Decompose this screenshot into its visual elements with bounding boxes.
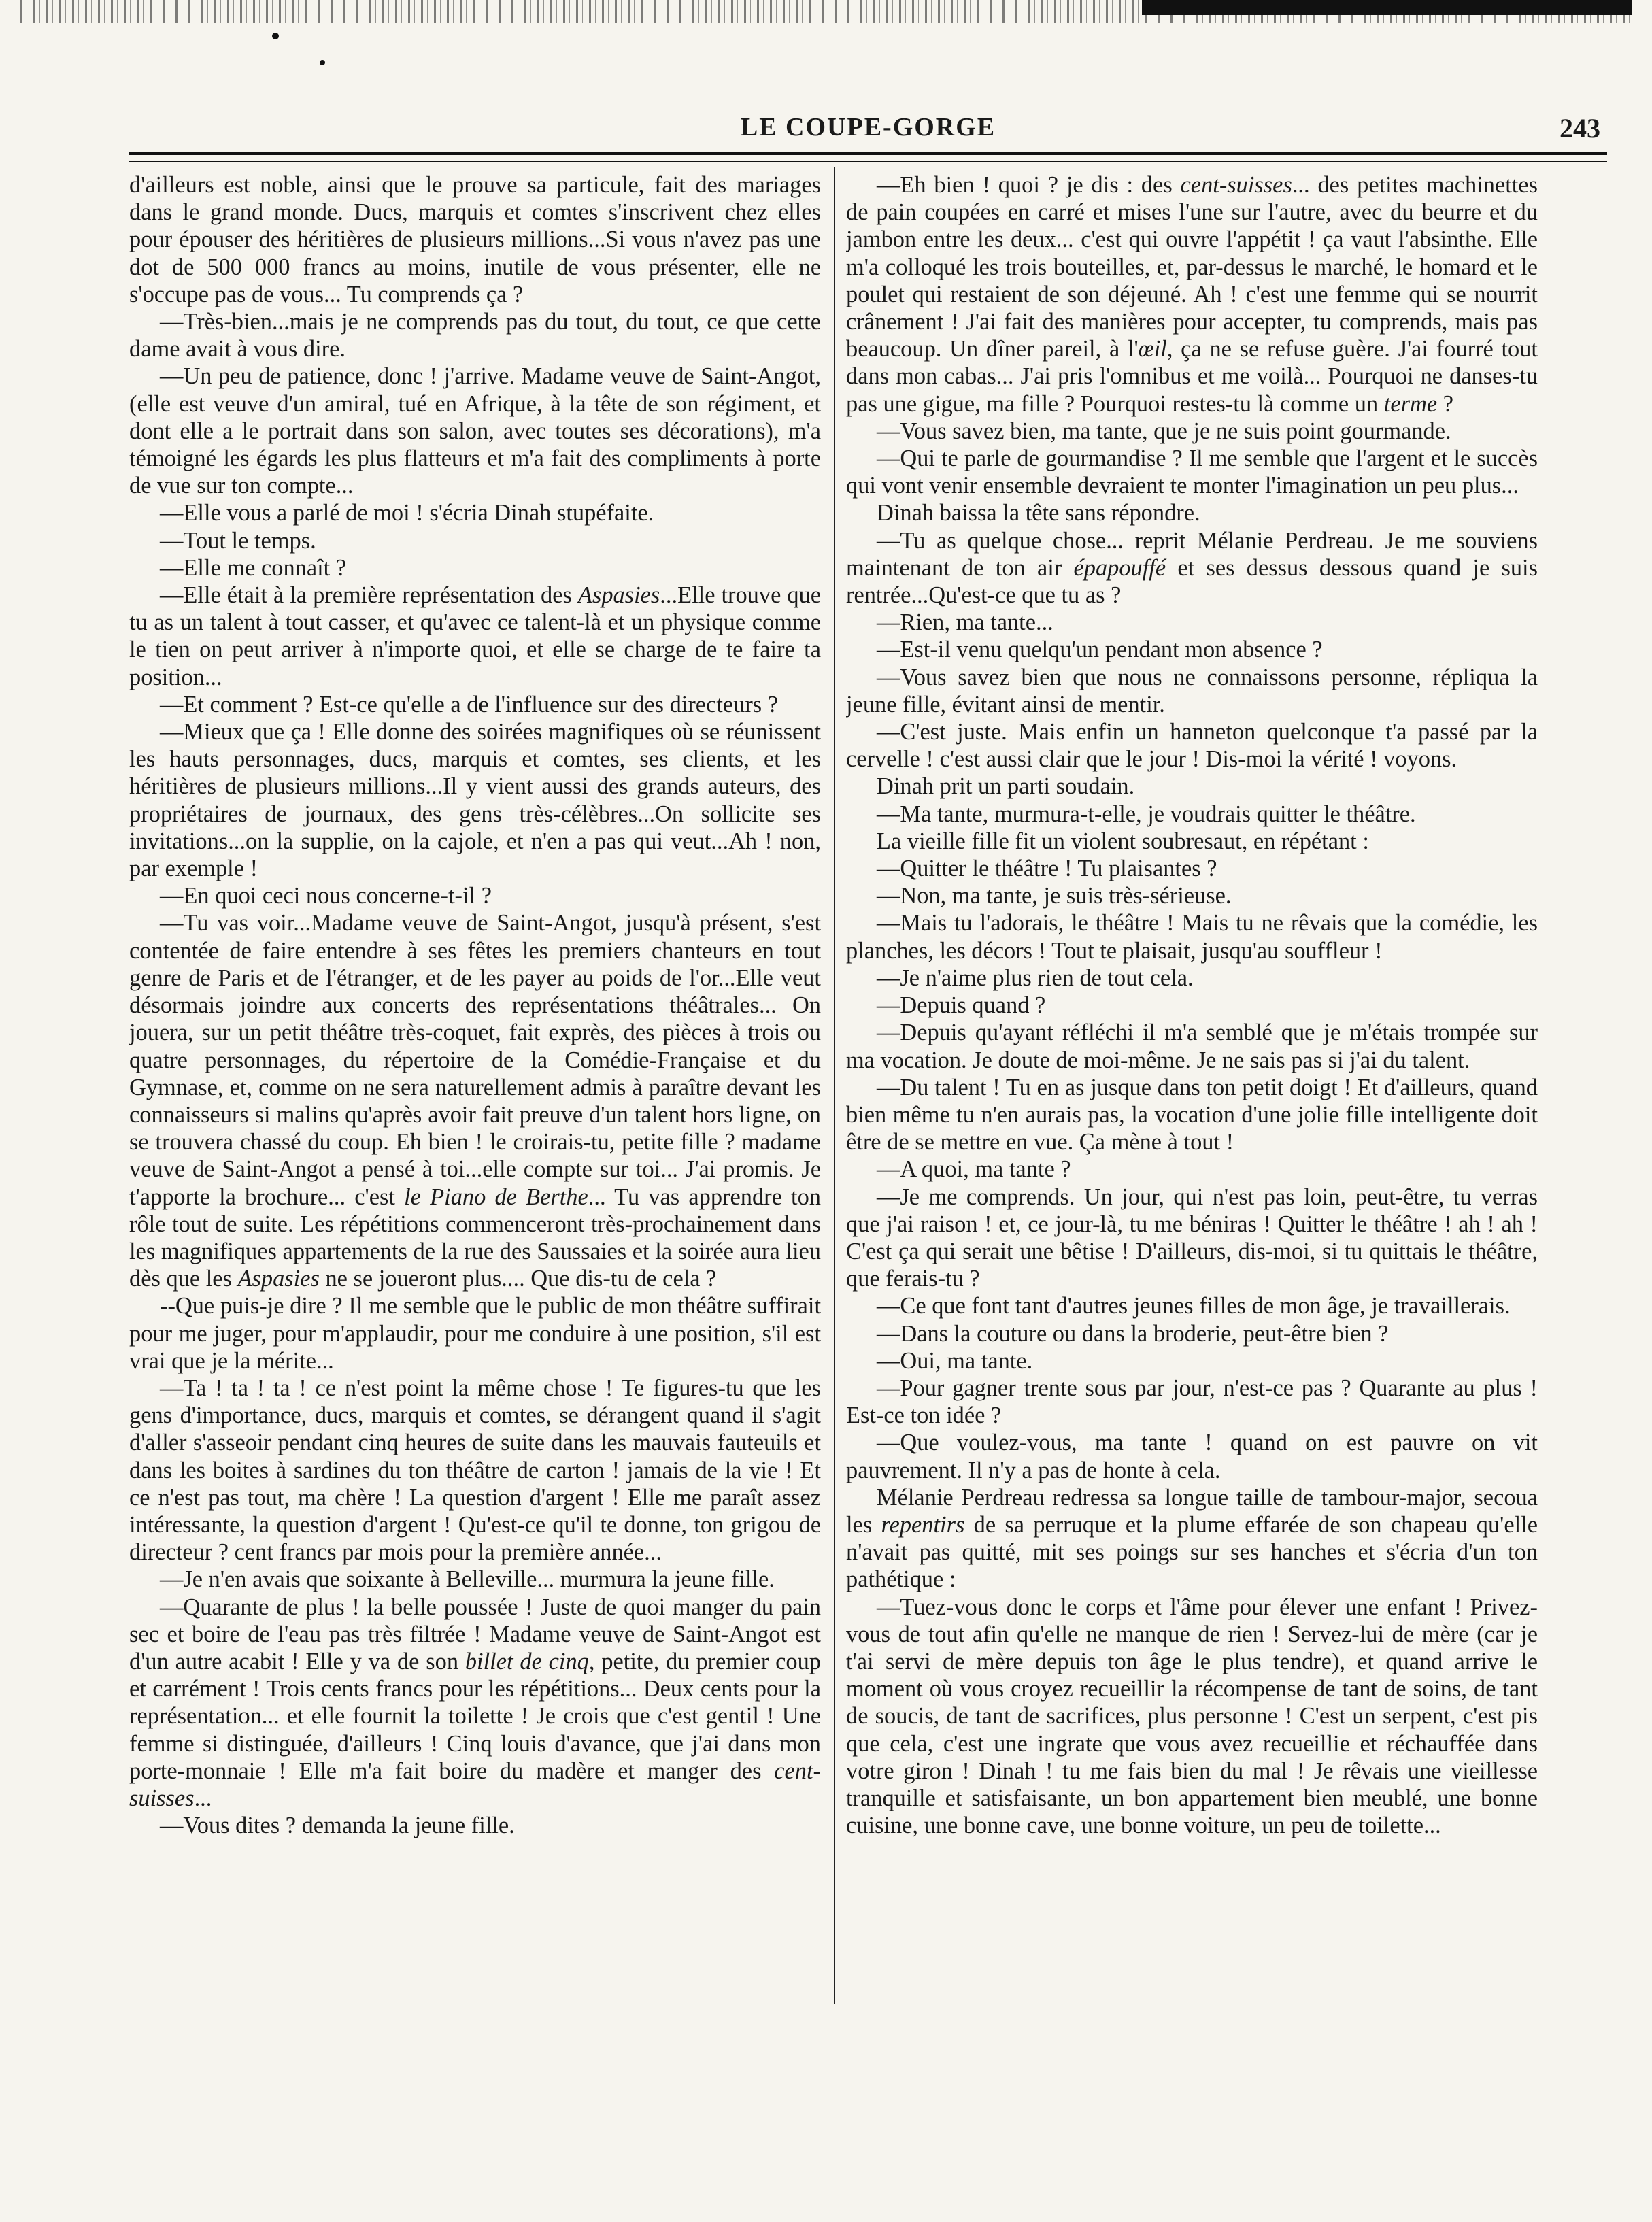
paragraph: —Depuis qu'ayant réfléchi il m'a semblé que je m'étais trompée sur ma vocation. Je doute de moi-même. Je ne sais pas si j'ai du talent.: [846, 1020, 1538, 1073]
paragraph: —A quoi, ma tante ?: [877, 1156, 1071, 1183]
paragraph: —Elle était à la première représentation des Aspasies...Elle trouve que tu as un talent à tout casser, et qu'avec ce talent-là et un physique comme le tien on peut arriver à n'importe quoi, et elle se charge de te faire ta position...: [129, 582, 821, 690]
paragraph: Dinah baissa la tête sans répondre.: [877, 500, 1200, 526]
paragraph: —Vous dites ? demanda la jeune fille.: [160, 1813, 515, 1839]
paragraph: —Qui te parle de gourmandise ? Il me semble que l'argent et le succès qui vont venir ensemble devraient te monter l'imagination un peu plus...: [846, 445, 1538, 499]
paragraph: —Vous savez bien, ma tante, que je ne suis point gourmande.: [877, 418, 1451, 444]
paragraph: —Tu vas voir...Madame veuve de Saint-Angot, jusqu'à présent, s'est contentée de faire entendre à ses fêtes les premiers chanteurs en tout genre de Paris et de l'étranger, et de les payer au poids de l'or...Elle veut désormais joindre aux concerts des représentations théâtrales... On jouera, sur un petit théâtre très-coquet, fait exprès, des pièces à trois ou quatre personnages, du répertoire de la Comédie-Française et du Gymnase, et, comme on ne sera naturellement admis à paraître devant les connaisseurs si malins qu'après avoir fait preuve d'un talent hors ligne, on se trouvera chassé du coup. Eh bien ! le croirais-tu, petite fille ? madame veuve de Saint-Angot a pensé à toi...elle compte sur toi... J'ai promis. Je t'apporte la brochure... c'est le Piano de Berthe... Tu vas apprendre ton rôle tout de suite. Les répétitions commenceront très-prochainement dans les magnifiques appartements de la rue des Saussaies et la soirée aura lieu dès que les Aspasies ne se joueront plus.... Que dis-tu de cela ?: [129, 910, 821, 1292]
paragraph: —Très-bien...mais je ne comprends pas du tout, du tout, ce que cette dame avait à vous dire.: [129, 309, 821, 363]
paragraph: —Tu as quelque chose... reprit Mélanie Perdreau. Je me souviens maintenant de ton air épapouffé et ses dessus dessous quand je suis rentrée...Qu'est-ce que tu as ?: [846, 527, 1538, 609]
paragraph: —Que voulez-vous, ma tante ! quand on est pauvre on vit pauvrement. Il n'y a pas de honte à cela.: [846, 1430, 1538, 1483]
paragraph: —Je n'aime plus rien de tout cela.: [877, 964, 1194, 991]
ink-speck: [320, 60, 325, 65]
paragraph: —Rien, ma tante...: [877, 609, 1053, 636]
paragraph: —Vous savez bien que nous ne connaissons personne, répliqua la jeune fille, évitant ainsi de mentir.: [846, 664, 1538, 718]
paragraph: —Je n'en avais que soixante à Belleville... murmura la jeune fille.: [160, 1566, 775, 1593]
paragraph: —Tout le temps.: [160, 527, 316, 554]
paragraph: —Non, ma tante, je suis très-sérieuse.: [877, 883, 1232, 909]
paragraph: —Est-il venu quelqu'un pendant mon absence ?: [877, 637, 1323, 663]
paragraph: —C'est juste. Mais enfin un hanneton quelconque t'a passé par la cervelle ! c'est aussi clair que le jour ! Dis-moi la vérité ! voyons.: [846, 719, 1538, 773]
page-number: 243: [1560, 113, 1600, 144]
paragraph: —Quitter le théâtre ! Tu plaisantes ?: [877, 856, 1217, 882]
paragraph: —Elle me connaît ?: [160, 554, 347, 581]
text-column-left: [129, 171, 821, 2171]
paragraph: —Et comment ? Est-ce qu'elle a de l'influence sur des directeurs ?: [160, 691, 779, 718]
paragraph: —Elle vous a parlé de moi ! s'écria Dinah stupéfaite.: [160, 500, 654, 526]
paragraph: —Pour gagner trente sous par jour, n'est-ce pas ? Quarante au plus ! Est-ce ton idée ?: [846, 1375, 1538, 1429]
header-rule-thin: [129, 161, 1607, 162]
paragraph: —Depuis quand ?: [877, 992, 1046, 1019]
paragraph: —Mais tu l'adorais, le théâtre ! Mais tu ne rêvais que la comédie, les planches, les décors ! Tout te plaisait, jusqu'au souffleur !: [846, 910, 1538, 964]
paragraph: —Ta ! ta ! ta ! ce n'est point la même chose ! Te figures-tu que les gens d'importance, ducs, marquis et comtes, se dérangent quand il s'agit d'aller s'asseoir pendant cinq heures de suite dans les mauvais fauteuils et dans les boites à sardines du ton théâtre de carton ! jamais de la vie ! Et ce n'est pas tout, ma chère ! La question d'argent ! Elle me paraît assez intéressante, la question d'argent ! Qu'est-ce qu'il te donne, ton grigou de directeur ? cent francs par mois pour la première année...: [129, 1375, 821, 1566]
paragraph: —Du talent ! Tu en as jusque dans ton petit doigt ! Et d'ailleurs, quand bien même tu n'en aurais pas, la vocation d'une jolie fille intelligente doit être de se mettre en vue. Ça mène à tout !: [846, 1074, 1538, 1156]
paragraph: —Un peu de patience, donc ! j'arrive. Madame veuve de Saint-Angot, (elle est veuve d'un amiral, tué en Afrique, à la tête de son régiment, et dont elle a le portrait dans son salon, avec toutes ses décorations), m'a témoigné les égards les plus flatteurs et m'a fait des compliments à porte de vue sur ton compte...: [129, 363, 821, 499]
paragraph: —Oui, ma tante.: [877, 1347, 1033, 1374]
running-title: LE COUPE-GORGE: [740, 113, 996, 141]
paragraph: —Eh bien ! quoi ? je dis : des cent-suisses... des petites machinettes de pain coupées en carré et mises l'une sur l'autre, avec du beurre et du jambon entre les deux... c'est qui ouvre l'appétit ! ça vaut l'absinthe. Elle m'a colloqué les trois bouteilles, et, par-dessus le marché, le homard et le poulet qui restaient de son déjeuné. Ah ! c'est une femme qui se nourrit crânement ! J'ai fait des manières pour accepter, tu comprends, mais pas beaucoup. Un dîner pareil, à l'œil, ça ne se refuse guère. J'ai fourré tout dans mon cabas... J'ai pris l'omnibus et me voilà... Pourquoi ne danses-tu pas une gigue, ma fille ? Pourquoi restes-tu là comme un terme ?: [846, 172, 1538, 417]
paragraph: —Ce que font tant d'autres jeunes filles de mon âge, je travaillerais.: [877, 1293, 1511, 1319]
scan-edge-bar: [1142, 0, 1632, 15]
paragraph: d'ailleurs est noble, ainsi que le prouve sa particule, fait des mariages dans le grand monde. Ducs, marquis et comtes s'inscrivent chez elles pour épouser des héritières de plusieurs millions...Si vous n'avez pas une dot de 500 000 francs au moins, inutile de vous présenter, elle ne s'occupe pas de vous... Tu comprends ça ?: [129, 172, 821, 307]
paragraph: Dinah prit un parti soudain.: [877, 773, 1135, 800]
column-divider: [834, 167, 835, 2004]
header-rule: [129, 152, 1607, 155]
paragraph: Mélanie Perdreau redressa sa longue taille de tambour-major, secoua les repentirs de sa perruque et la plume effarée de son chapeau qu'elle n'avait pas quitté, mit ses poings sur ses hanches et s'écria d'un ton pathétique :: [846, 1484, 1538, 1593]
paragraph: —En quoi ceci nous concerne-t-il ?: [160, 883, 492, 909]
paragraph: —Tuez-vous donc le corps et l'âme pour élever une enfant ! Privez-vous de tout afin qu'elle ne manque de rien ! Servez-lui de mère (car je t'ai servi de mère depuis ton âge le plus tendre), et quand arrive le moment où vous croyez recueillir la récompense de tant de soins, de tant de soucis, de tant de sacrifices, plus personne ! C'est un serpent, c'est pis que cela, c'est une ingrate que vous avez recueillie et réchauffée dans votre giron ! Dinah ! tu me fais bien du mal ! Je rêvais une vieillesse tranquille et satisfaisante, un bon appartement bien meublé, une bonne cuisine, une bonne cave, une bonne voiture, un peu de toilette...: [846, 1594, 1538, 1839]
paragraph: —Dans la couture ou dans la broderie, peut-être bien ?: [877, 1320, 1389, 1347]
ink-speck: [272, 33, 279, 39]
paragraph: —Quarante de plus ! la belle poussée ! Juste de quoi manger du pain sec et boire de l'eau pas très filtrée ! Madame veuve de Saint-Angot est d'un autre acabit ! Elle y va de son billet de cinq, petite, du premier coup et carrément ! Trois cents francs pour les répétitions... Deux cents pour la représentation... et elle fournit la toilette ! Je crois que c'est gentil ! Une femme si distinguée, d'ailleurs ! Cinq louis d'avance, que j'ai dans mon porte-monnaie ! Elle m'a fait boire du madère et manger des cent-suisses...: [129, 1594, 821, 1811]
paragraph: —Mieux que ça ! Elle donne des soirées magnifiques où se réunissent les hauts personnages, ducs, marquis et comtes, ses clients, et les héritières de plusieurs millions...Il y vient aussi des grands auteurs, des propriétaires de journaux, des gens très-célèbres...On sollicite ses invitations...on la supplie, on la cajole, et n'en a pas qui veut...Ah ! non, par exemple !: [129, 719, 821, 882]
text-column-right: [846, 171, 1538, 2171]
paragraph: --Que puis-je dire ? Il me semble que le public de mon théâtre suffirait pour me juger, pour m'applaudir, pour me conduire à une position, s'il est vrai que je la mérite...: [129, 1293, 821, 1374]
paragraph: —Ma tante, murmura-t-elle, je voudrais quitter le théâtre.: [877, 801, 1416, 827]
paragraph: La vieille fille fit un violent soubresaut, en répétant :: [877, 828, 1369, 854]
page-header: [129, 112, 1607, 150]
paragraph: —Je me comprends. Un jour, qui n'est pas loin, peut-être, tu verras que j'ai raison ! et, ce jour-là, tu me béniras ! Quitter le théâtre ! ah ! ah ! C'est ça qui serait une bêtise ! D'ailleurs, dis-moi, si tu quittais le théâtre, que ferais-tu ?: [846, 1183, 1538, 1292]
